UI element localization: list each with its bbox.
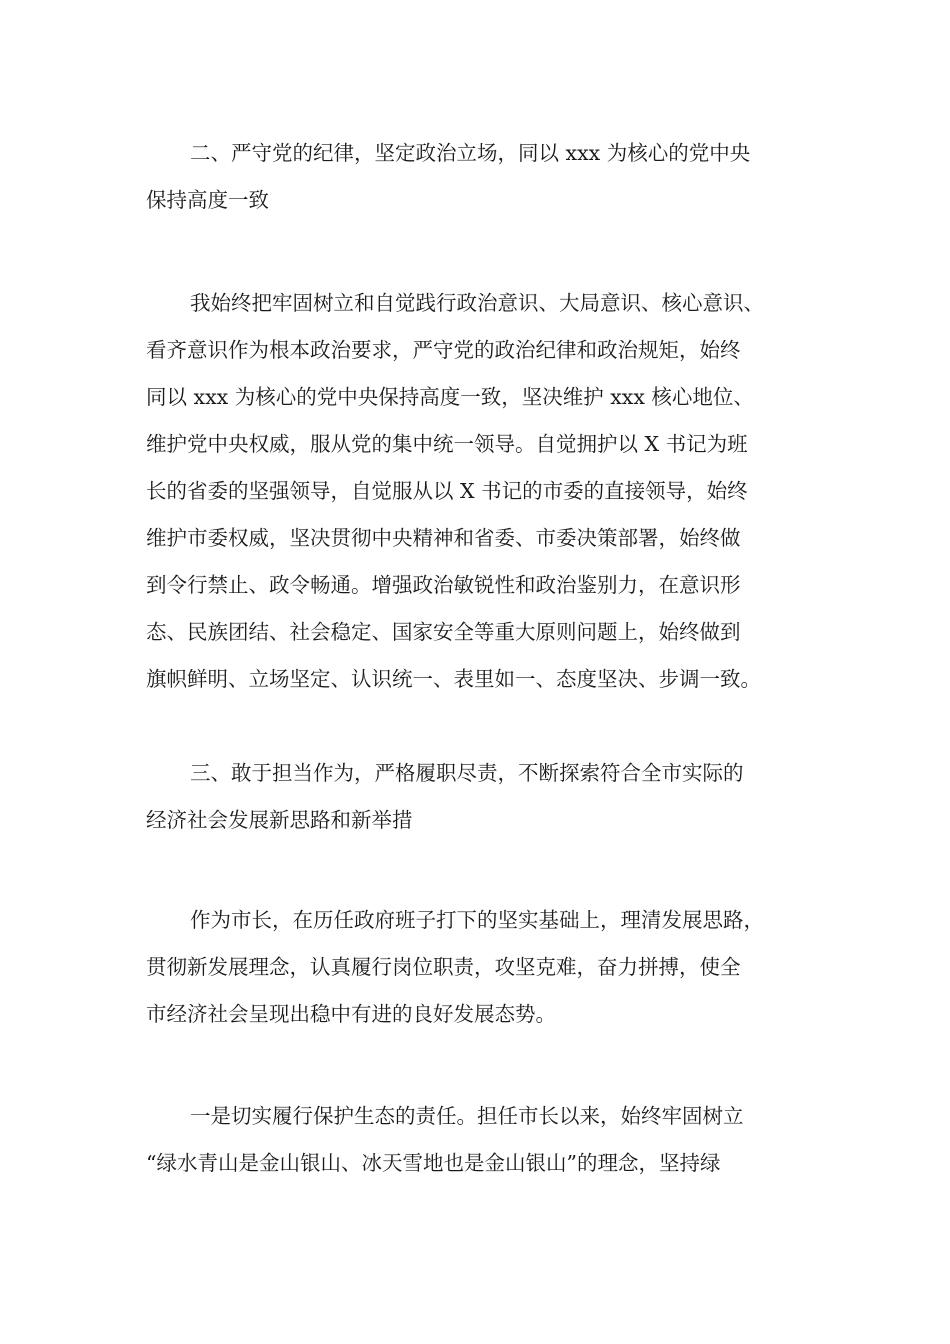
- paragraph-line: 旗帜鲜明、立场坚定、认识统一、表里如一、态度坚决、步调一致。: [146, 667, 761, 691]
- paragraph-line: 一是切实履行保护生态的责任。担任市长以来，始终牢固树立: [190, 1104, 744, 1128]
- paragraph-line: 维护党中央权威，服从党的集中统一领导。自觉拥护以 X 书记为班: [146, 432, 748, 456]
- paragraph-line: 长的省委的坚强领导，自觉服从以 X 书记的市委的直接领导，始终: [146, 479, 748, 503]
- paragraph-line: 贯彻新发展理念，认真履行岗位职责，攻坚克难，奋力拼搏，使全: [146, 955, 741, 979]
- section-heading-3-cont: 经济社会发展新思路和新举措: [146, 808, 413, 832]
- section-heading-2-cont: 保持高度一致: [146, 188, 269, 212]
- paragraph-line: 态、民族团结、社会稳定、国家安全等重大原则问题上，始终做到: [146, 620, 741, 644]
- paragraph-line: 作为市长，在历任政府班子打下的坚实基础上，理清发展思路，: [190, 908, 764, 932]
- paragraph-line: 看齐意识作为根本政治要求，严守党的政治纪律和政治规矩，始终: [146, 338, 741, 362]
- paragraph-line: 市经济社会呈现出稳中有进的良好发展态势。: [146, 1002, 556, 1026]
- paragraph-line: 同以 xxx 为核心的党中央保持高度一致，坚决维护 xxx 核心地位、: [146, 385, 754, 409]
- paragraph-line: 我始终把牢固树立和自觉践行政治意识、大局意识、核心意识、: [190, 291, 764, 315]
- paragraph-line: “绿水青山是金山银山、冰天雪地也是金山银山”的理念，坚持绿: [146, 1151, 721, 1175]
- paragraph-line: 维护市委权威，坚决贯彻中央精神和省委、市委决策部署，始终做: [146, 526, 741, 550]
- section-heading-2: 二、严守党的纪律，坚定政治立场，同以 xxx 为核心的党中央: [190, 141, 751, 165]
- section-heading-3: 三、敢于担当作为，严格履职尽责，不断探索符合全市实际的: [190, 761, 744, 785]
- paragraph-line: 到令行禁止、政令畅通。增强政治敏锐性和政治鉴别力，在意识形: [146, 573, 741, 597]
